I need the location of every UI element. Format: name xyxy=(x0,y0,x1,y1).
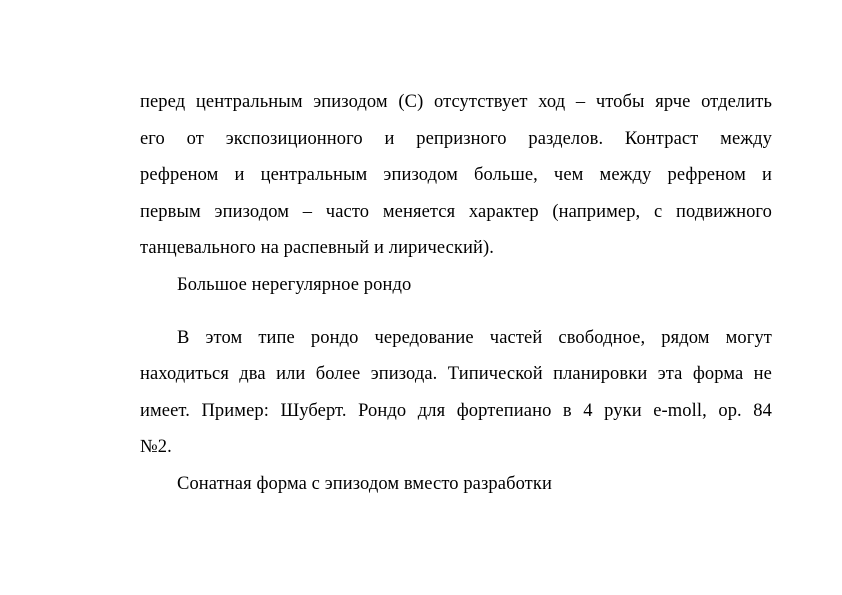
spacer xyxy=(140,304,772,320)
text-line: находиться два или более эпизода. Типической планировки эта форма не xyxy=(140,364,772,385)
document-text xyxy=(140,84,772,503)
text-line: перед центральным эпизодом (С) отсутствует ход – чтобы ярче отделить xyxy=(140,92,772,112)
section-heading-2: Сонатная форма с эпизодом вместо разработки xyxy=(177,473,552,494)
paragraph-2 xyxy=(140,320,772,466)
text-line: рефреном и центральным эпизодом больше, чем между рефреном и xyxy=(140,165,772,186)
text-line: №2. xyxy=(140,437,172,458)
text-line: его от экспозиционного и репризного разделов. Контраст между xyxy=(140,128,772,149)
text-line: первым эпизодом – часто меняется характер (например, с подвижного xyxy=(140,201,772,222)
text-line: В этом типе рондо чередование частей свободное, рядом могут xyxy=(177,327,772,348)
section-heading-1: Большое нерегулярное рондо xyxy=(177,274,412,295)
paragraph-1 xyxy=(140,84,772,267)
text-line: танцевального на распевный и лирический). xyxy=(140,238,495,259)
text-line: имеет. Пример: Шуберт. Рондо для фортепиано в 4 руки e-moll, op. 84 xyxy=(140,400,772,421)
